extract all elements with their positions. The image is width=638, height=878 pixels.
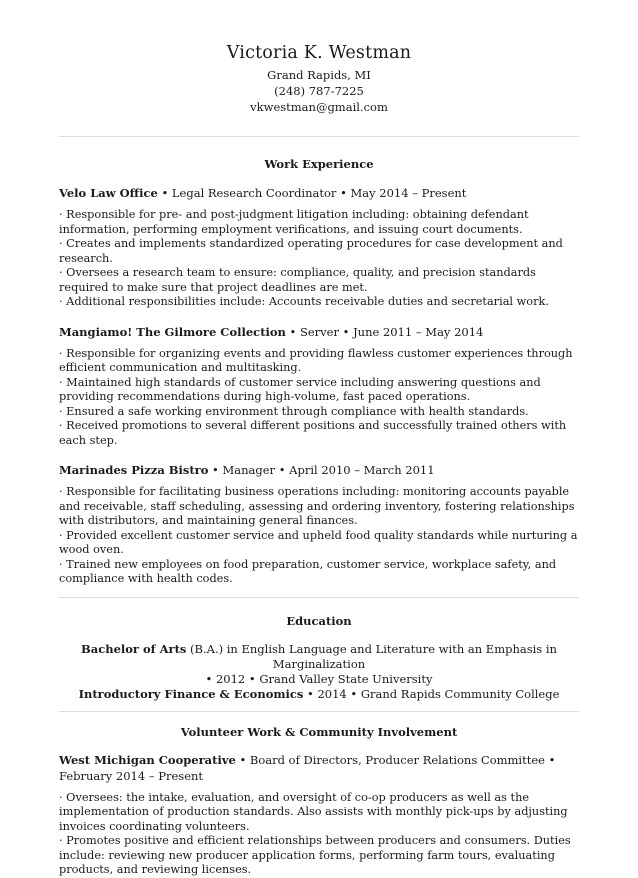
bullet-item: · Maintained high standards of customer service including answering questions and providing recommendations during high-volume, fast paced operations. bbox=[59, 375, 541, 403]
bullet-item: · Received promotions to several different positions and successfully trained others with each step. bbox=[59, 419, 567, 447]
bullet-item: · Ensured a safe working environment through compliance with health standards. bbox=[59, 404, 529, 418]
divider bbox=[59, 136, 579, 137]
course-detail: • 2014 • Grand Rapids Community College bbox=[303, 686, 560, 701]
job-details: • Legal Research Coordinator • May 2014 – Present bbox=[157, 186, 467, 200]
bullet-item: · Promotes positive and efficient relationships between producers and consumers. Duties include: reviewing new producer application forms, performing farm tours, evaluating products, and reviewing licenses. bbox=[59, 834, 571, 876]
job-bullets-mangiamo bbox=[59, 347, 579, 449]
job-details: • Server • June 2011 – May 2014 bbox=[285, 324, 484, 339]
employer-name: Velo Law Office bbox=[59, 186, 158, 200]
job-details: • Manager • April 2010 – March 2011 bbox=[208, 463, 435, 477]
course-name: Introductory Finance & Economics bbox=[78, 686, 304, 701]
job-bullets-marinades bbox=[59, 485, 579, 587]
location: Grand Rapids, MI bbox=[267, 68, 371, 82]
bullet-item: · Responsible for facilitating business operations including: monitoring accounts payable and receivable, staff scheduling, assessing and ordering inventory, fostering relationships with distributors, and maintaining general finances. bbox=[59, 485, 575, 527]
bullet-item: · Provided excellent customer service and upheld food quality standards while nurturing a wood oven. bbox=[59, 528, 578, 556]
degree-line bbox=[59, 642, 579, 672]
volunteer-heading bbox=[59, 752, 579, 784]
bullet-item: · Additional responsibilities include: Accounts receivable duties and secretarial work. bbox=[59, 295, 549, 308]
course-line bbox=[59, 687, 579, 702]
degree-name: Bachelor of Arts bbox=[81, 641, 187, 656]
candidate-name: Victoria K. Westman bbox=[226, 43, 412, 63]
bullet-item: · Responsible for organizing events and providing flawless customer experiences through efficient communication and multitasking. bbox=[59, 346, 573, 374]
degree-school-line: • 2012 • Grand Valley State University bbox=[205, 671, 433, 686]
work-section-title: Work Experience bbox=[264, 157, 374, 171]
resume-header bbox=[59, 0, 579, 115]
bullet-item: · Creates and implements standardized operating procedures for case development and research. bbox=[59, 237, 563, 265]
bullet-item: · Responsible for pre- and post-judgment litigation including: obtaining defendant information, performing employment verifications, and issuing court documents. bbox=[59, 208, 529, 236]
job-heading-marinades bbox=[59, 462, 579, 478]
job-heading-mangiamo bbox=[59, 324, 579, 340]
bullet-item: · Trained new employees on food preparation, customer service, workplace safety, and compliance with health codes. bbox=[59, 557, 557, 585]
email: vkwestman@gmail.com bbox=[250, 100, 388, 114]
employer-name: Marinades Pizza Bistro bbox=[59, 463, 209, 477]
volunteer-section-title: Volunteer Work & Community Involvement bbox=[180, 724, 458, 739]
phone: (248) 787-7225 bbox=[274, 84, 364, 98]
divider bbox=[59, 597, 579, 598]
bullet-item: · Oversees a research team to ensure: compliance, quality, and precision standards required to make sure that project deadlines are met. bbox=[59, 266, 536, 294]
volunteer-details: • Board of Directors, Producer Relations Committee • February 2014 – Present bbox=[59, 752, 556, 783]
organization-name: West Michigan Cooperative bbox=[59, 752, 236, 767]
degree-detail: (B.A.) in English Language and Literature with an Emphasis in Marginalization bbox=[186, 641, 557, 671]
job-heading-velo bbox=[59, 185, 579, 201]
education-section-title: Education bbox=[286, 613, 352, 628]
divider bbox=[59, 711, 579, 712]
volunteer-bullets bbox=[59, 791, 579, 878]
employer-name: Mangiamo! The Gilmore Collection bbox=[59, 324, 286, 339]
education-block bbox=[59, 642, 579, 702]
job-bullets-velo bbox=[59, 208, 579, 310]
bullet-item: · Oversees: the intake, evaluation, and oversight of co-op producers as well as the implementation of production standards. Also assists with monthly pick-ups by adjusting invoices coordinating volunteers. bbox=[59, 790, 568, 833]
